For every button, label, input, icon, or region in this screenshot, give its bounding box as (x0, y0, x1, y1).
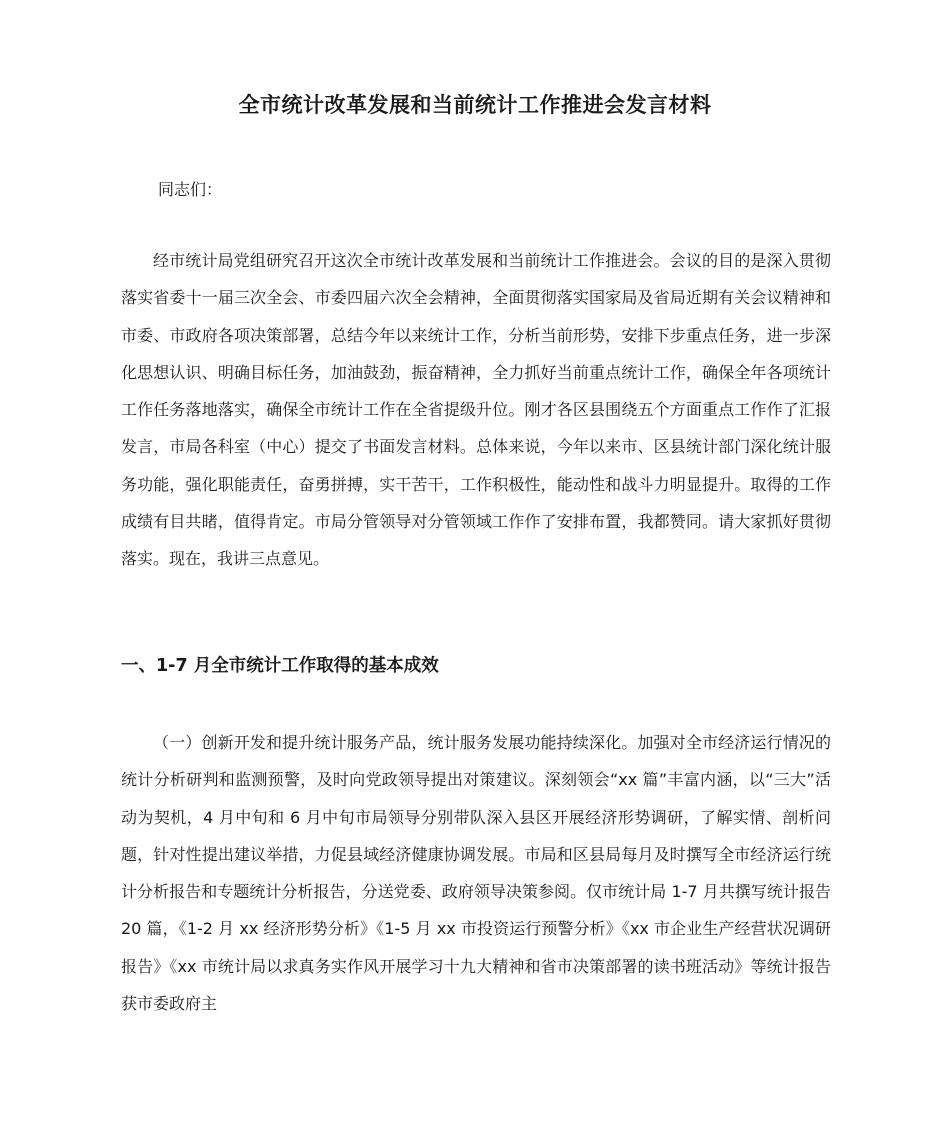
salutation: 同志们： (158, 180, 223, 199)
section-heading: 一、1-7 月全市统计工作取得的基本成效 (121, 656, 439, 676)
body-paragraph-2: （一）创新开发和提升统计服务产品，统计服务发展功能持续深化。加强对全市经济运行情况的统计分析研判和监测预警，及时向党政领导提出对策建议。深刻领会“xx 篇”丰富内涵，以“三大”活动为契机，4 月中旬和 6 月中旬市局领导分别带队深入县区开展经济形势调研，了解实情、剖析问题，针对性提出建议举措，力促县域经济健康协调发展。市局和区县局每月及时撰写全市经济运行统计分析报告和专题统计分析报告，分送党委、政府领导决策参阅。仅市统计局 1-7 月共撰写统计报告 20 篇，《1-2 月 xx 经济形势分析》《1-5 月 xx 市投资运行预警分析》《xx 市企业生产经营状况调研报告》《xx 市统计局以求真务实作风开展学习十九大精神和省市决策部署的读书班活动》等统计报告获市委政府主 (121, 733, 831, 1014)
document-title: 全市统计改革发展和当前统计工作推进会发言材料 (238, 93, 712, 117)
body-paragraph-1: 经市统计局党组研究召开这次全市统计改革发展和当前统计工作推进会。会议的目的是深入贯彻落实省委十一届三次全会、市委四届六次全会精神，全面贯彻落实国家局及省局近期有关会议精神和市委、市政府各项决策部署，总结今年以来统计工作，分析当前形势，安排下步重点任务，进一步深化思想认识、明确目标任务，加油鼓劲，振奋精神，全力抓好当前重点统计工作，确保全年各项统计工作任务落地落实，确保全市统计工作在全省提级升位。刚才各区县围绕五个方面重点工作作了汇报发言，市局各科室（中心）提交了书面发言材料。总体来说，今年以来市、区县统计部门深化统计服务功能，强化职能责任，奋勇拼搏，实干苦干，工作积极性，能动性和战斗力明显提升。取得的工作成绩有目共睹，值得肯定。市局分管领导对分管领域工作作了安排布置，我都赞同。请大家抓好贯彻落实。现在，我讲三点意见。 (121, 251, 831, 569)
